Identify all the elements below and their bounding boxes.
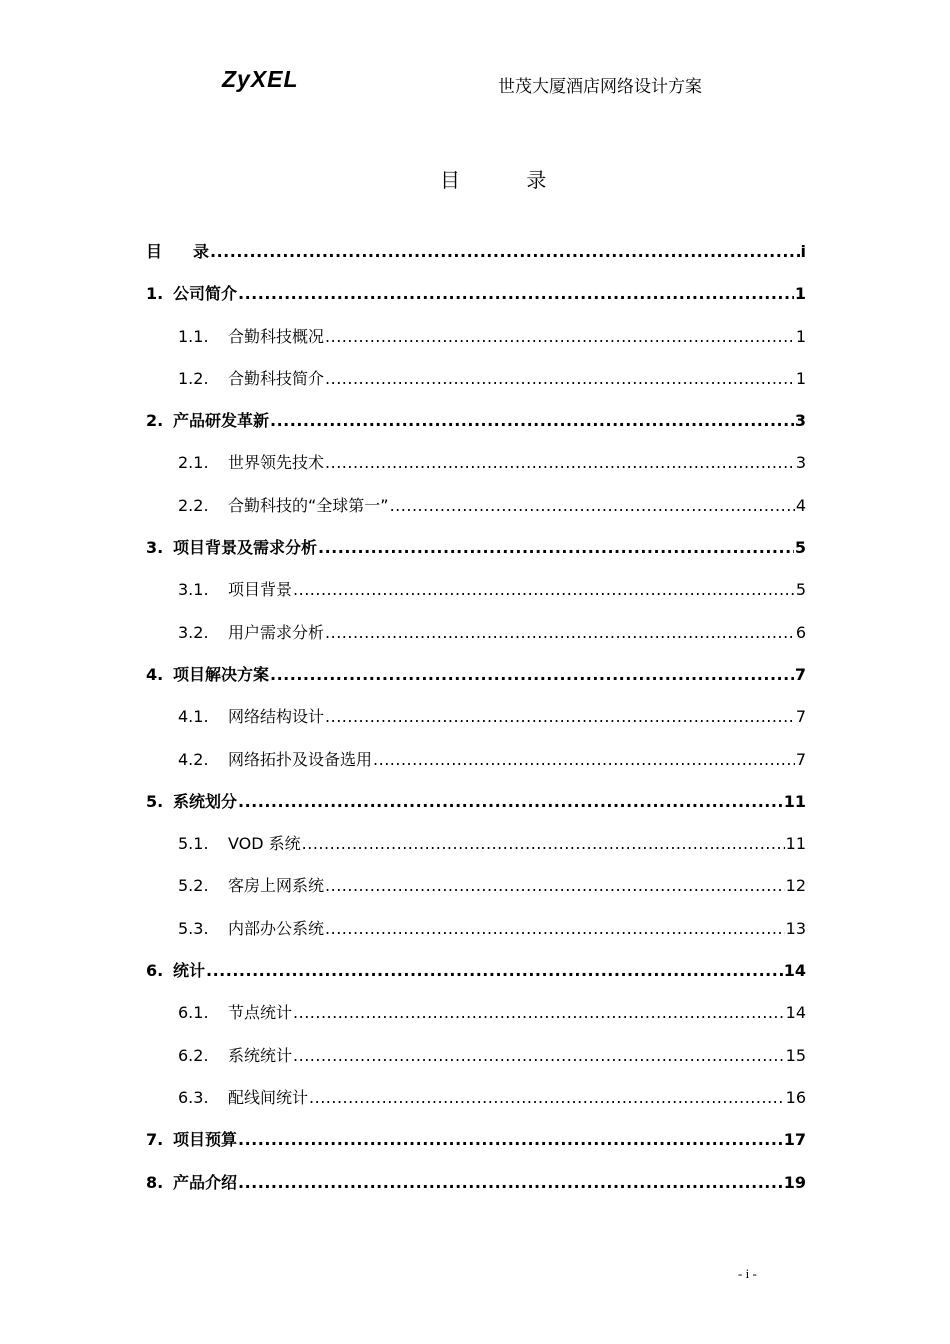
toc-entry-number: 5.3. <box>178 918 209 938</box>
toc-leader-dots <box>325 369 795 389</box>
toc-leader-dots <box>238 1130 783 1150</box>
toc-subentry[interactable] <box>146 750 806 792</box>
toc-leader-dots <box>325 327 795 347</box>
toc-leader-dots <box>318 538 794 558</box>
toc-leader-dots <box>390 496 795 516</box>
toc-entry-number: 6.1. <box>178 1003 209 1023</box>
toc-entry-page: 11 <box>785 834 806 854</box>
toc-leader-dots <box>238 792 783 812</box>
toc-subentry[interactable] <box>146 1003 806 1045</box>
toc-entry-page: 5 <box>795 580 806 600</box>
toc-entry[interactable] <box>146 411 806 453</box>
toc-entry-label: 世界领先技术 <box>228 453 325 473</box>
toc-entry-number: 6.3. <box>178 1087 209 1107</box>
toc-subentry[interactable] <box>146 496 806 538</box>
toc-entry[interactable] <box>146 665 806 707</box>
toc-entry-number: 5.2. <box>178 876 209 896</box>
toc-entry-label: 网络结构设计 <box>228 707 325 727</box>
toc-subentry[interactable] <box>146 369 806 411</box>
toc-entry-number: 2. <box>146 411 164 431</box>
toc-entry-number: 4.1. <box>178 707 209 727</box>
toc-entry-number: 5.1. <box>178 834 209 854</box>
document-title: 世茂大厦酒店网络设计方案 <box>498 77 702 97</box>
toc-entry-page: 17 <box>783 1130 806 1150</box>
toc-entry-page: 7 <box>795 749 806 769</box>
toc-entry-label: 项目背景及需求分析 <box>173 538 318 558</box>
toc-entry[interactable] <box>146 538 806 580</box>
toc-leader-dots <box>309 1088 785 1108</box>
toc-entry-label: 项目预算 <box>173 1130 238 1150</box>
toc-entry-page: 1 <box>795 368 806 388</box>
toc-entry-number: 7. <box>146 1130 164 1150</box>
toc-subentry[interactable] <box>146 876 806 918</box>
toc-entry-label: VOD 系统 <box>228 834 301 854</box>
toc-entry-page: 14 <box>785 1003 806 1023</box>
toc-entry-label: 产品研发革新 <box>173 411 270 431</box>
toc-entry-page: 3 <box>794 411 806 431</box>
toc-subentry[interactable] <box>146 623 806 665</box>
toc-leader-dots <box>210 242 800 262</box>
toc-entry-label: 合勤科技概况 <box>228 326 325 346</box>
toc-heading: 目 录 <box>440 168 577 192</box>
toc-entry-label: 客房上网系统 <box>228 876 325 896</box>
toc-subentry[interactable] <box>146 1088 806 1130</box>
toc-entry-label: 合勤科技的“全球第一” <box>228 495 389 515</box>
toc-entry-number: 3. <box>146 538 164 558</box>
toc-entry-page: 7 <box>795 707 806 727</box>
toc-subentry[interactable] <box>146 1046 806 1088</box>
toc-entry-number: 2.2. <box>178 495 209 515</box>
toc-entry-number: 3.2. <box>178 622 209 642</box>
toc-entry-page: 1 <box>795 326 806 346</box>
toc-subentry[interactable] <box>146 707 806 749</box>
toc-entry-page: i <box>800 242 806 261</box>
toc-entry[interactable] <box>146 1130 806 1172</box>
toc-leader-dots <box>325 876 785 896</box>
toc-leader-dots <box>293 1003 785 1023</box>
toc-entry-page: 6 <box>795 622 806 642</box>
toc-entry[interactable] <box>146 284 806 326</box>
toc-entry-number: 6. <box>146 961 164 981</box>
toc-entry-number: 目 <box>146 242 163 261</box>
toc-entry-page: 15 <box>785 1045 806 1065</box>
toc-entry-page: 16 <box>785 1087 806 1107</box>
toc-subentry[interactable] <box>146 919 806 961</box>
toc-entry-page: 12 <box>785 876 806 896</box>
toc-entry-page: 5 <box>794 538 806 558</box>
toc-entry-page: 4 <box>795 495 806 515</box>
toc-entry-page: 3 <box>795 453 806 473</box>
toc-entry[interactable] <box>146 961 806 1003</box>
toc-entry-label: 项目背景 <box>228 580 293 600</box>
toc-leader-dots <box>206 961 783 981</box>
toc-entry-label: 产品介绍 <box>173 1172 238 1192</box>
toc-leader-dots <box>293 1046 785 1066</box>
toc-entry-label: 系统统计 <box>228 1045 293 1065</box>
company-logo: ZyXEL <box>222 66 299 92</box>
toc-entry[interactable] <box>146 792 806 834</box>
toc-entry-label: 系统划分 <box>173 791 238 811</box>
toc-entry-number: 8. <box>146 1172 164 1192</box>
toc-entry-page: 14 <box>783 961 806 981</box>
toc-subentry[interactable] <box>146 580 806 622</box>
toc-entry-label: 公司简介 <box>173 284 238 304</box>
toc-entry-label: 合勤科技简介 <box>228 368 325 388</box>
toc-entry-label: 录 <box>193 242 210 261</box>
toc-entry-number: 1. <box>146 284 164 304</box>
toc-leader-dots <box>325 707 795 727</box>
toc-leader-dots <box>325 919 785 939</box>
toc-leader-dots <box>302 834 785 854</box>
toc-entry-number: 4. <box>146 664 164 684</box>
toc-entry-label: 内部办公系统 <box>228 918 325 938</box>
toc-entry-label: 统计 <box>173 961 206 981</box>
toc-entry-page: 7 <box>794 664 806 684</box>
toc-entry-number: 1.2. <box>178 368 209 388</box>
toc-entry-page: 11 <box>783 791 806 811</box>
toc-subentry[interactable] <box>146 327 806 369</box>
toc-entry-number: 1.1. <box>178 326 209 346</box>
toc-leader-dots <box>293 580 795 600</box>
toc-entry[interactable] <box>146 1173 806 1215</box>
toc-entry[interactable] <box>146 242 806 284</box>
toc-subentry[interactable] <box>146 834 806 876</box>
toc-entry-label: 项目解决方案 <box>173 664 270 684</box>
toc-entry-number: 2.1. <box>178 453 209 473</box>
toc-entry-page: 19 <box>783 1172 806 1192</box>
table-of-contents <box>146 242 806 1215</box>
toc-entry-label: 网络拓扑及设备选用 <box>228 749 373 769</box>
toc-subentry[interactable] <box>146 453 806 495</box>
toc-leader-dots <box>373 750 795 770</box>
toc-leader-dots <box>238 1173 783 1193</box>
toc-leader-dots <box>238 284 794 304</box>
toc-entry-number: 6.2. <box>178 1045 209 1065</box>
toc-leader-dots <box>270 411 794 431</box>
toc-entry-number: 5. <box>146 791 164 811</box>
toc-entry-number: 3.1. <box>178 580 209 600</box>
toc-leader-dots <box>270 665 794 685</box>
toc-entry-page: 13 <box>785 918 806 938</box>
toc-leader-dots <box>325 453 795 473</box>
toc-entry-label: 配线间统计 <box>228 1087 309 1107</box>
toc-leader-dots <box>325 623 795 643</box>
toc-entry-number: 4.2. <box>178 749 209 769</box>
page-number: - i - <box>738 1266 757 1281</box>
toc-entry-label: 节点统计 <box>228 1003 293 1023</box>
toc-entry-label: 用户需求分析 <box>228 622 325 642</box>
toc-entry-page: 1 <box>794 284 806 304</box>
